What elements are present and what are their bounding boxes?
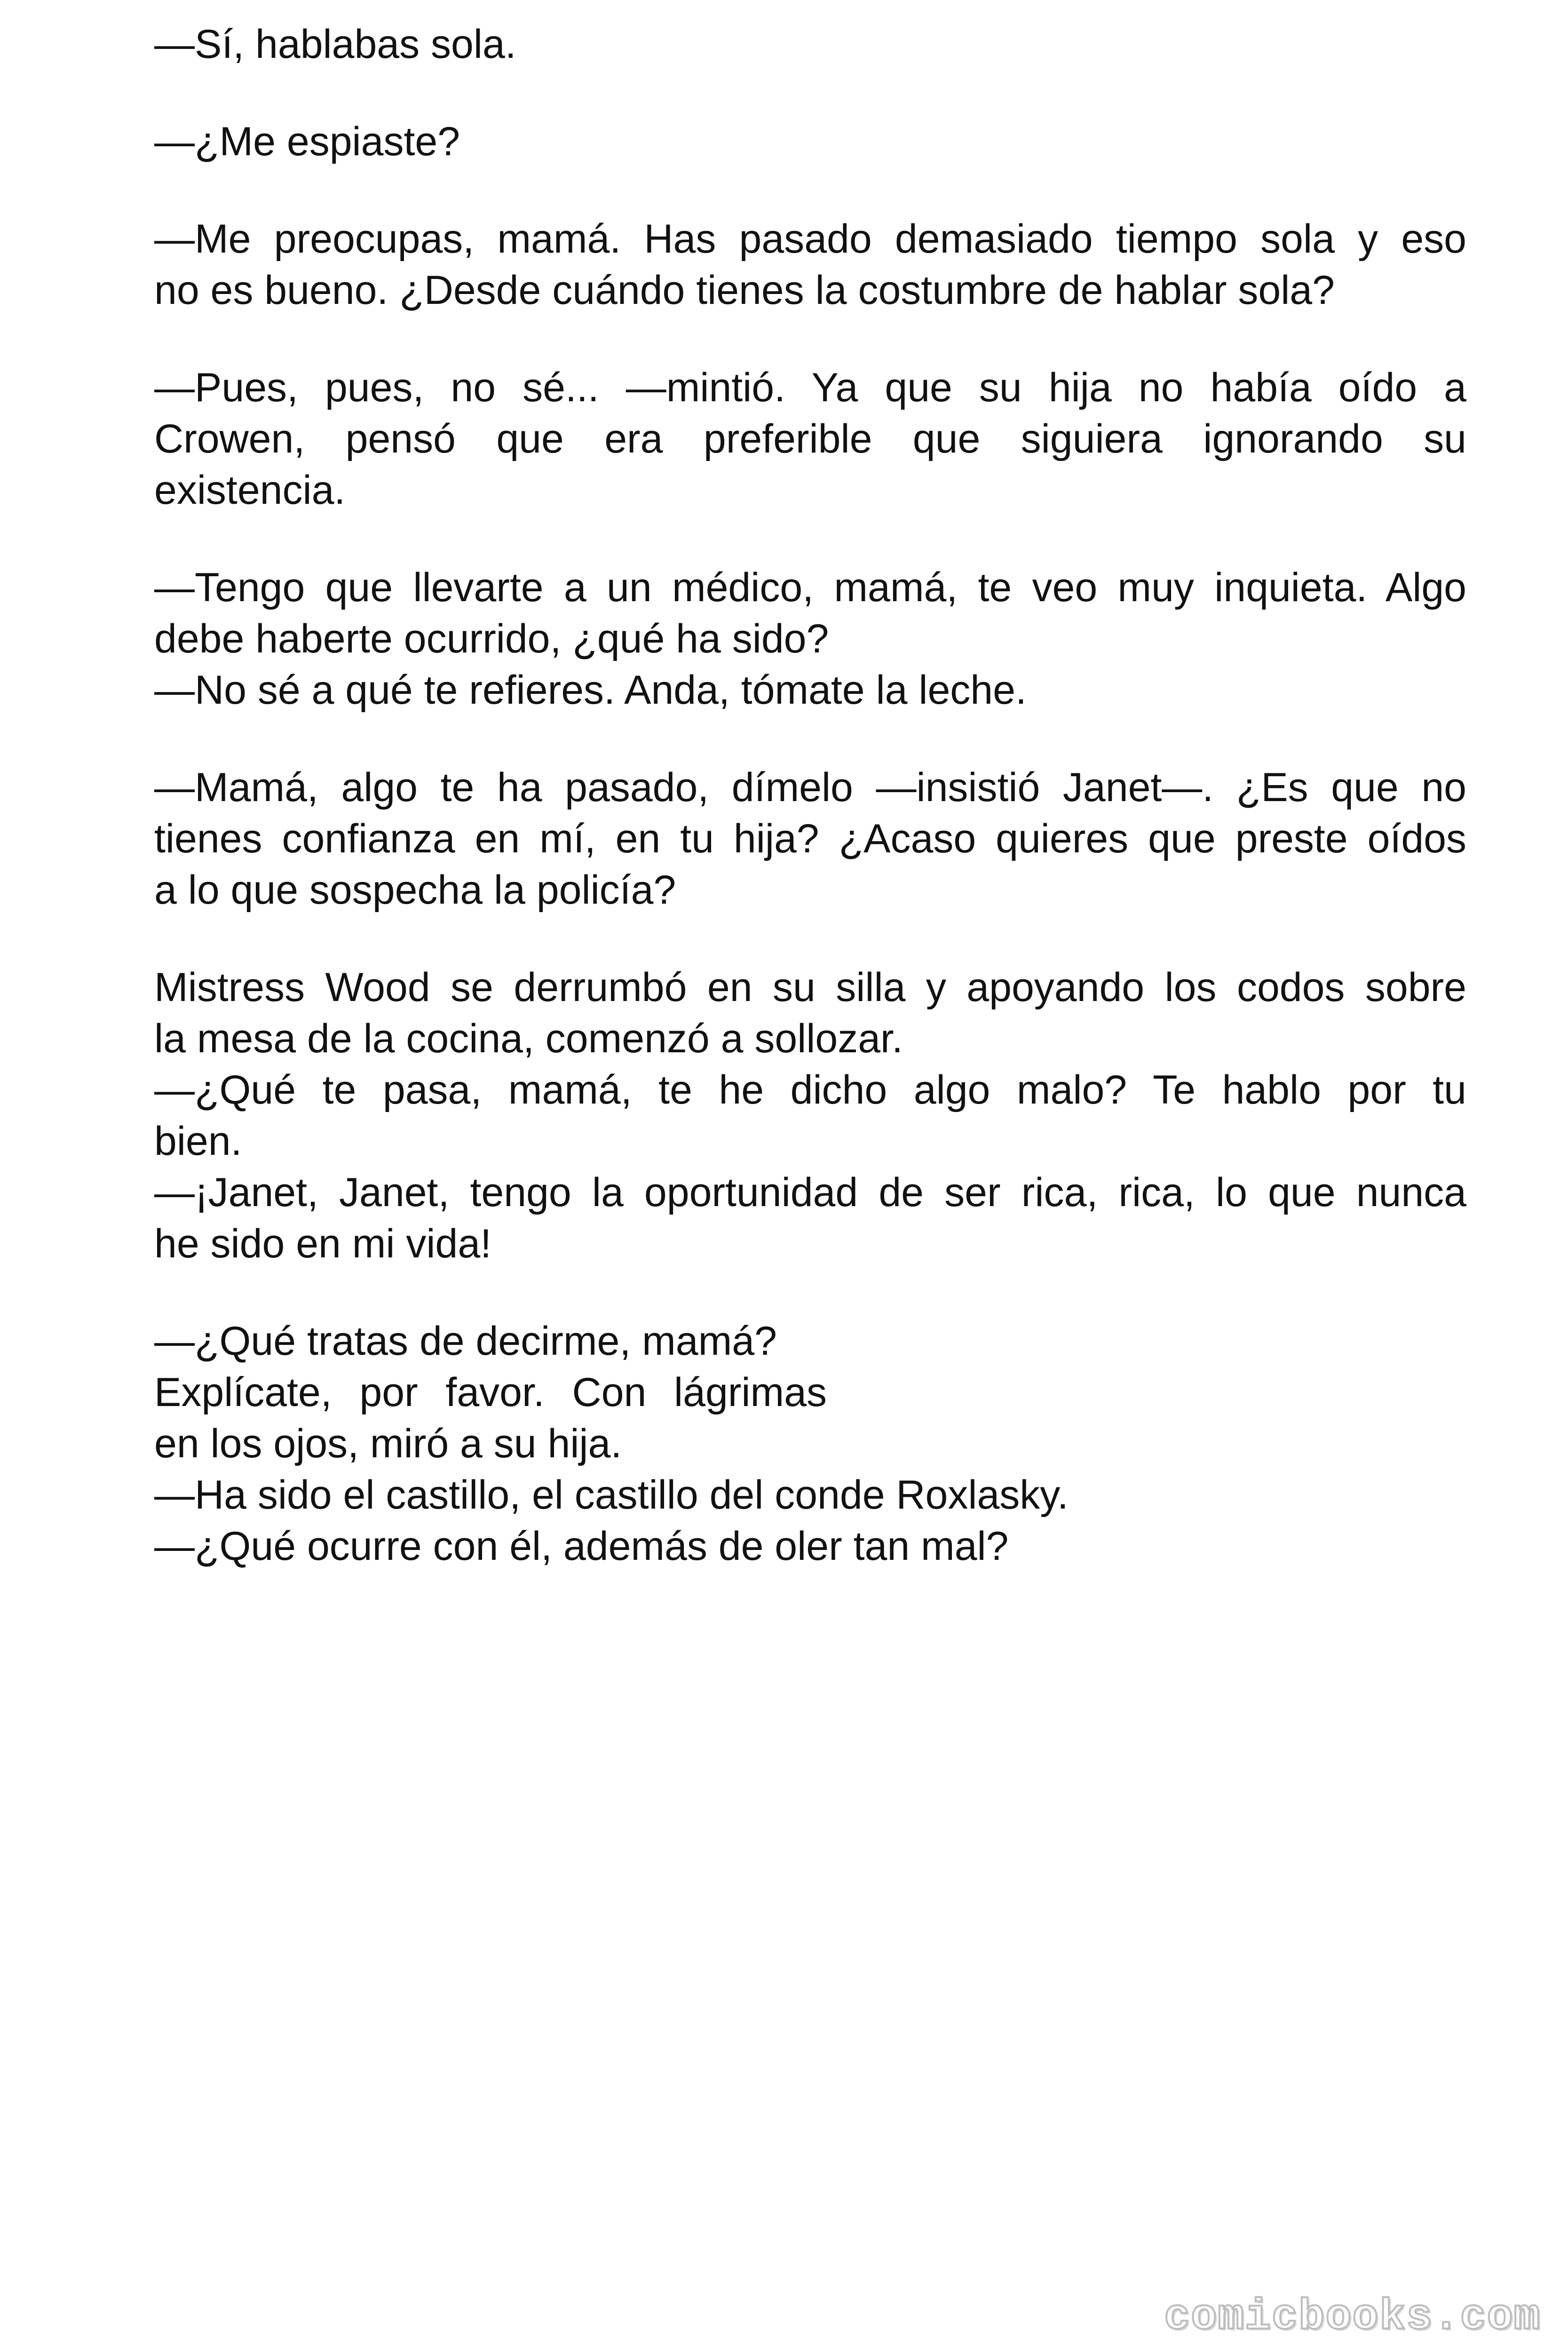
text-line: no es bueno. ¿Desde cuándo tienes la costumbre de hablar sola?	[154, 268, 1335, 313]
paragraph	[154, 962, 1466, 1270]
text-line: —¿Qué tratas de decirme, mamá?	[154, 1319, 777, 1364]
paragraph	[154, 762, 1466, 916]
text-line: —Ha sido el castillo, el castillo del conde Roxlasky.	[154, 1472, 1069, 1518]
text-line: —No sé a qué te refieres. Anda, tómate la leche.	[154, 667, 1027, 713]
text-line: —Tengo que llevarte a un médico, mamá, te veo muy inquieta. Algo	[154, 565, 1466, 610]
paragraph	[154, 214, 1466, 316]
page-text	[154, 19, 1466, 1572]
text-line: —¿Qué te pasa, mamá, te he dicho algo malo? Te hablo por tu	[154, 1067, 1466, 1112]
text-line: existencia.	[154, 468, 346, 513]
text-line: debe haberte ocurrido, ¿qué ha sido?	[154, 616, 829, 661]
text-line: en los ojos, miró a su hija.	[154, 1421, 622, 1466]
text-line: Crowen, pensó que era preferible que siguiera ignorando su	[154, 416, 1466, 461]
text-line: —¿Me espiaste?	[154, 119, 460, 164]
paragraph	[154, 562, 1466, 716]
text-line: Mistress Wood se derrumbó en su silla y apoyando los codos sobre	[154, 965, 1466, 1010]
watermark: comicbooks.com	[1164, 2292, 1541, 2342]
text-line: he sido en mi vida!	[154, 1221, 492, 1266]
text-line: Explícate, por favor. Con lágrimas	[154, 1370, 827, 1415]
text-line: a lo que sospecha la policía?	[154, 867, 676, 913]
text-line: la mesa de la cocina, comenzó a sollozar.	[154, 1016, 903, 1061]
text-line: —¡Janet, Janet, tengo la oportunidad de ser rica, rica, lo que nunca	[154, 1170, 1466, 1215]
paragraph	[154, 1316, 1466, 1572]
text-line: —Pues, pues, no sé... —mintió. Ya que su hija no había oído a	[154, 365, 1466, 410]
text-line: —¿Qué ocurre con él, además de oler tan mal?	[154, 1524, 1009, 1569]
text-line: bien.	[154, 1119, 242, 1164]
text-line: —Mamá, algo te ha pasado, dímelo —insistió Janet—. ¿Es que no	[154, 765, 1466, 810]
text-line: —Sí, hablabas sola.	[154, 22, 516, 67]
paragraph	[154, 362, 1466, 516]
paragraph	[154, 116, 1466, 167]
paragraph	[154, 19, 1466, 70]
text-line: —Me preocupas, mamá. Has pasado demasiado tiempo sola y eso	[154, 216, 1466, 262]
text-line: tienes confianza en mí, en tu hija? ¿Acaso quieres que preste oídos	[154, 816, 1466, 861]
